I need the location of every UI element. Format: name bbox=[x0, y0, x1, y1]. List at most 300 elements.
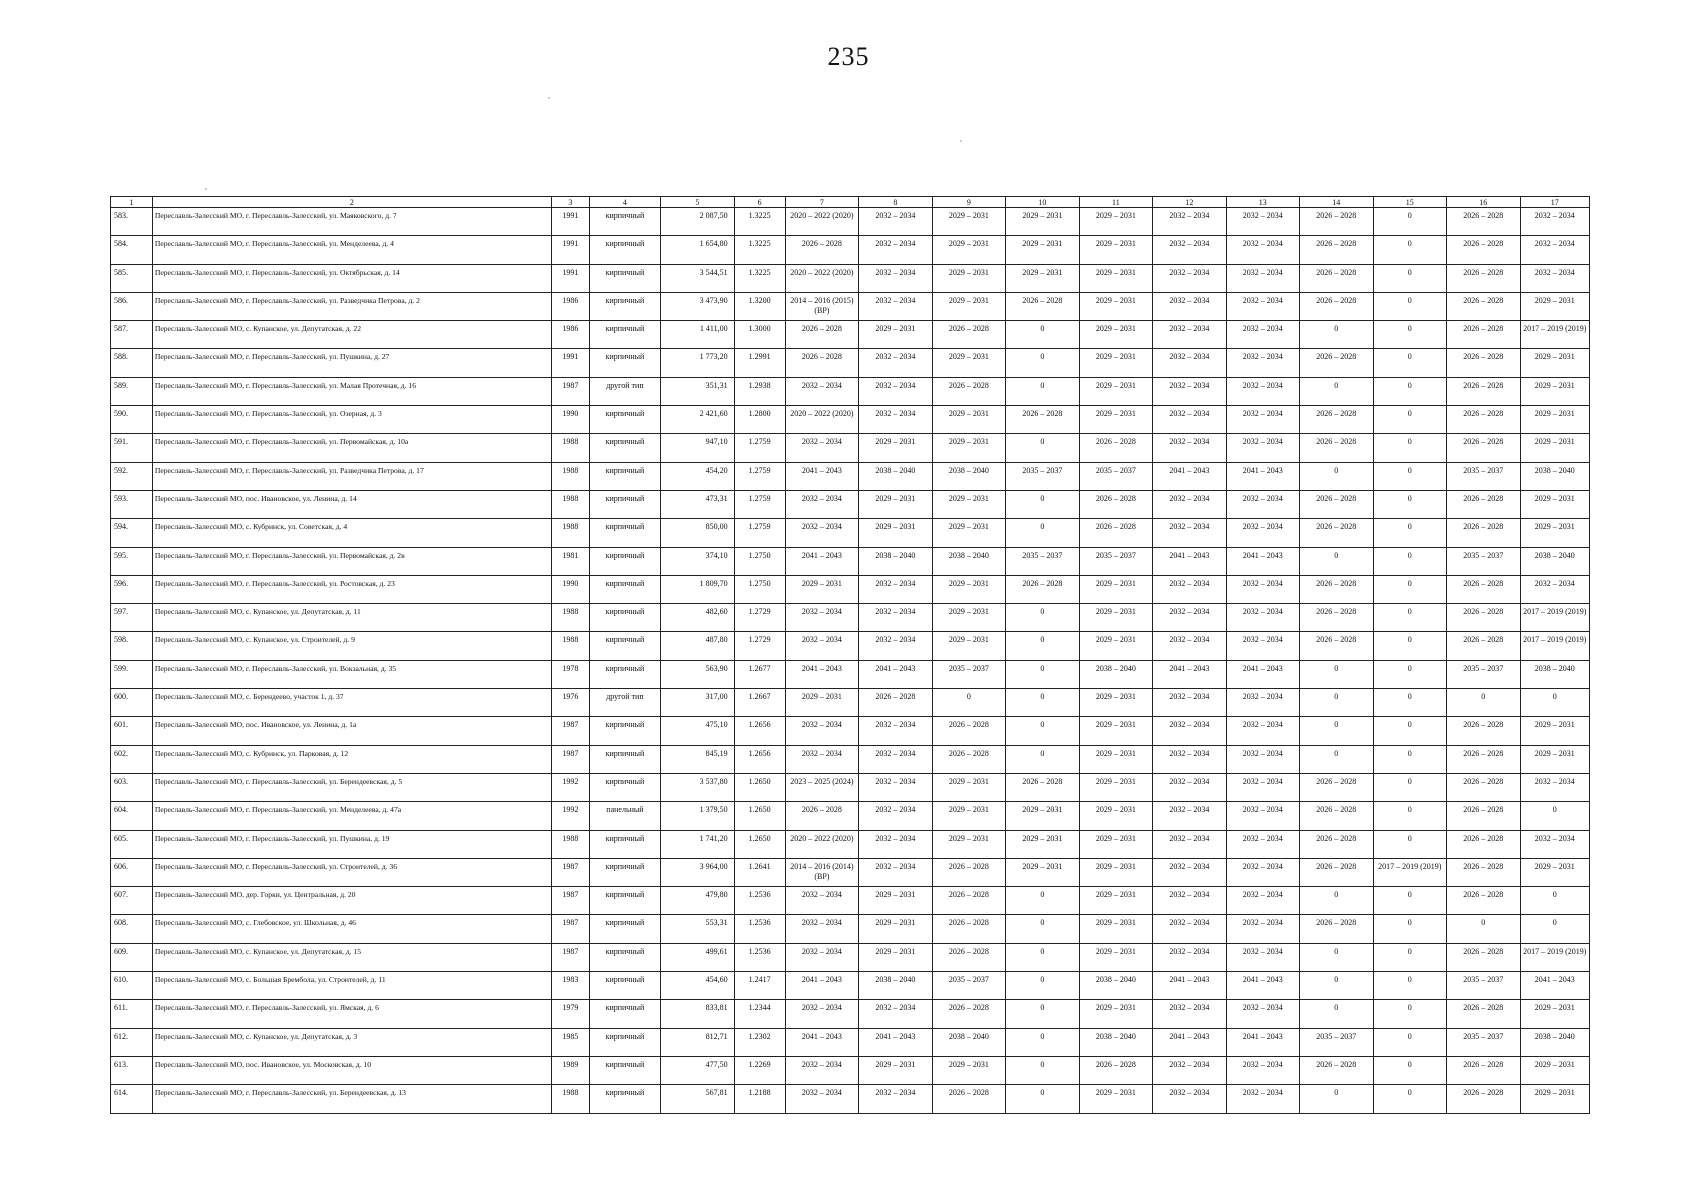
table-cell-col-11: 2029 – 2031 bbox=[1079, 236, 1152, 264]
table-cell-col-6: 1.2417 bbox=[734, 972, 785, 1000]
table-cell-col-4: кирпичный bbox=[589, 830, 660, 858]
table-cell-col-15: 0 bbox=[1373, 773, 1446, 801]
table-row bbox=[111, 632, 1590, 660]
table-cell-col-13: 2041 – 2043 bbox=[1226, 972, 1299, 1000]
table-cell-col-12: 2032 – 2034 bbox=[1153, 802, 1226, 830]
table-cell-col-6: 1.2302 bbox=[734, 1028, 785, 1056]
table-cell-col-16: 2026 – 2028 bbox=[1447, 1000, 1520, 1028]
table-cell-col-13: 2032 – 2034 bbox=[1226, 632, 1299, 660]
table-cell-col-12: 2032 – 2034 bbox=[1153, 1056, 1226, 1084]
table-cell-col-9: 2029 – 2031 bbox=[932, 519, 1005, 547]
table-row bbox=[111, 1085, 1590, 1113]
table-cell-col-8: 2029 – 2031 bbox=[859, 321, 932, 349]
table-cell-col-6: 1.3200 bbox=[734, 292, 785, 320]
table-cell-col-17: 2032 – 2034 bbox=[1520, 208, 1590, 236]
table-row bbox=[111, 547, 1590, 575]
table-cell-col-11: 2026 – 2028 bbox=[1079, 1056, 1152, 1084]
table-cell-col-5: 482,60 bbox=[661, 604, 734, 632]
table-cell-col-10: 0 bbox=[1006, 660, 1079, 688]
table-cell-col-4: кирпичный bbox=[589, 519, 660, 547]
table-cell-col-17: 2038 – 2040 bbox=[1520, 660, 1590, 688]
table-cell-col-7: 2032 – 2034 bbox=[785, 1000, 858, 1028]
table-cell-col-6: 1.2750 bbox=[734, 575, 785, 603]
table-cell-col-7: 2014 – 2016 (2014) (ВР) bbox=[785, 858, 858, 886]
table-cell-col-14: 2026 – 2028 bbox=[1300, 773, 1373, 801]
table-cell-col-12: 2032 – 2034 bbox=[1153, 406, 1226, 434]
table-cell-col-14: 0 bbox=[1300, 745, 1373, 773]
table-cell-col-11: 2029 – 2031 bbox=[1079, 717, 1152, 745]
table-cell-col-3: 1989 bbox=[551, 1056, 589, 1084]
table-cell-col-6: 1.2800 bbox=[734, 406, 785, 434]
table-cell-col-2: Переславль-Залесский МО, с. Купанское, ул. Депутатская, д. 3 bbox=[152, 1028, 551, 1056]
table-cell-col-5: 473,31 bbox=[661, 490, 734, 518]
table-cell-col-7: 2032 – 2034 bbox=[785, 604, 858, 632]
table-cell-col-8: 2032 – 2034 bbox=[859, 292, 932, 320]
table-cell-col-2: Переславль-Залесский МО, пос. Ивановское, ул. Ленина, д. 1а bbox=[152, 717, 551, 745]
table-cell-col-4: кирпичный bbox=[589, 660, 660, 688]
table-cell-col-17: 2017 – 2019 (2019) bbox=[1520, 632, 1590, 660]
table-row bbox=[111, 745, 1590, 773]
table-cell-col-7: 2020 – 2022 (2020) bbox=[785, 264, 858, 292]
table-cell-col-5: 845,19 bbox=[661, 745, 734, 773]
table-cell-col-16: 2026 – 2028 bbox=[1447, 236, 1520, 264]
page-number: 235 bbox=[827, 42, 870, 71]
table-cell-col-9: 2038 – 2040 bbox=[932, 1028, 1005, 1056]
table-cell-col-16: 2026 – 2028 bbox=[1447, 830, 1520, 858]
table-cell-col-2: Переславль-Залесский МО, с. Глебовское, ул. Школьная, д. 46 bbox=[152, 915, 551, 943]
table-cell-col-1: 602. bbox=[111, 745, 153, 773]
table-cell-col-3: 1988 bbox=[551, 1085, 589, 1113]
table-row bbox=[111, 1028, 1590, 1056]
table-cell-col-7: 2041 – 2043 bbox=[785, 972, 858, 1000]
table-cell-col-6: 1.2759 bbox=[734, 462, 785, 490]
table-cell-col-13: 2032 – 2034 bbox=[1226, 773, 1299, 801]
table-cell-col-1: 607. bbox=[111, 887, 153, 915]
table-cell-col-17: 0 bbox=[1520, 915, 1590, 943]
table-cell-col-15: 0 bbox=[1373, 377, 1446, 405]
table-cell-col-14: 2026 – 2028 bbox=[1300, 575, 1373, 603]
table-cell-col-17: 2029 – 2031 bbox=[1520, 490, 1590, 518]
column-header-7: 7 bbox=[785, 197, 858, 208]
table-cell-col-11: 2026 – 2028 bbox=[1079, 490, 1152, 518]
table-cell-col-4: кирпичный bbox=[589, 1085, 660, 1113]
table-cell-col-2: Переславль-Залесский МО, дер. Горки, ул. Центральная, д. 20 bbox=[152, 887, 551, 915]
table-cell-col-3: 1983 bbox=[551, 972, 589, 1000]
table-cell-col-9: 2029 – 2031 bbox=[932, 575, 1005, 603]
table-cell-col-12: 2032 – 2034 bbox=[1153, 717, 1226, 745]
table-cell-col-10: 0 bbox=[1006, 490, 1079, 518]
table-cell-col-10: 0 bbox=[1006, 745, 1079, 773]
table-cell-col-4: кирпичный bbox=[589, 943, 660, 971]
table-cell-col-13: 2032 – 2034 bbox=[1226, 717, 1299, 745]
table-cell-col-10: 2026 – 2028 bbox=[1006, 406, 1079, 434]
table-cell-col-7: 2041 – 2043 bbox=[785, 660, 858, 688]
table-cell-col-8: 2041 – 2043 bbox=[859, 660, 932, 688]
table-cell-col-17: 0 bbox=[1520, 887, 1590, 915]
table-cell-col-5: 3 964,00 bbox=[661, 858, 734, 886]
table-row bbox=[111, 802, 1590, 830]
table-cell-col-3: 1987 bbox=[551, 943, 589, 971]
table-cell-col-8: 2038 – 2040 bbox=[859, 462, 932, 490]
table-cell-col-11: 2038 – 2040 bbox=[1079, 972, 1152, 1000]
table-cell-col-6: 1.2650 bbox=[734, 773, 785, 801]
table-cell-col-1: 606. bbox=[111, 858, 153, 886]
table-cell-col-3: 1991 bbox=[551, 236, 589, 264]
table-cell-col-10: 2029 – 2031 bbox=[1006, 858, 1079, 886]
table-cell-col-13: 2032 – 2034 bbox=[1226, 236, 1299, 264]
scan-speck bbox=[960, 140, 962, 142]
table-cell-col-7: 2026 – 2028 bbox=[785, 236, 858, 264]
table-cell-col-4: кирпичный bbox=[589, 1056, 660, 1084]
table-cell-col-14: 0 bbox=[1300, 689, 1373, 717]
table-cell-col-8: 2032 – 2034 bbox=[859, 604, 932, 632]
table-cell-col-14: 2026 – 2028 bbox=[1300, 1056, 1373, 1084]
table-row bbox=[111, 1056, 1590, 1084]
table-cell-col-17: 2029 – 2031 bbox=[1520, 1000, 1590, 1028]
table-cell-col-14: 0 bbox=[1300, 972, 1373, 1000]
table-cell-col-12: 2041 – 2043 bbox=[1153, 462, 1226, 490]
table-cell-col-11: 2029 – 2031 bbox=[1079, 745, 1152, 773]
table-cell-col-17: 2038 – 2040 bbox=[1520, 547, 1590, 575]
table-cell-col-2: Переславль-Залесский МО, г. Переславль-Залесский, ул. Разведчика Петрова, д. 2 bbox=[152, 292, 551, 320]
table-body bbox=[111, 208, 1590, 1114]
table-cell-col-8: 2032 – 2034 bbox=[859, 717, 932, 745]
table-cell-col-12: 2032 – 2034 bbox=[1153, 745, 1226, 773]
table-cell-col-7: 2023 – 2025 (2024) bbox=[785, 773, 858, 801]
table-cell-col-7: 2020 – 2022 (2020) bbox=[785, 830, 858, 858]
table-cell-col-17: 2017 – 2019 (2019) bbox=[1520, 943, 1590, 971]
table-cell-col-12: 2032 – 2034 bbox=[1153, 490, 1226, 518]
table-cell-col-16: 2026 – 2028 bbox=[1447, 321, 1520, 349]
column-header-11: 11 bbox=[1079, 197, 1152, 208]
table-cell-col-13: 2032 – 2034 bbox=[1226, 519, 1299, 547]
column-header-13: 13 bbox=[1226, 197, 1299, 208]
table-cell-col-17: 0 bbox=[1520, 689, 1590, 717]
table-cell-col-14: 2026 – 2028 bbox=[1300, 349, 1373, 377]
table-cell-col-4: кирпичный bbox=[589, 264, 660, 292]
table-cell-col-7: 2041 – 2043 bbox=[785, 1028, 858, 1056]
table-cell-col-3: 1986 bbox=[551, 321, 589, 349]
table-cell-col-8: 2032 – 2034 bbox=[859, 858, 932, 886]
table-cell-col-5: 1 379,50 bbox=[661, 802, 734, 830]
table-cell-col-7: 2029 – 2031 bbox=[785, 575, 858, 603]
table-cell-col-3: 1991 bbox=[551, 264, 589, 292]
table-cell-col-12: 2032 – 2034 bbox=[1153, 519, 1226, 547]
table-cell-col-10: 2035 – 2037 bbox=[1006, 462, 1079, 490]
table-cell-col-14: 0 bbox=[1300, 1085, 1373, 1113]
table-cell-col-6: 1.2667 bbox=[734, 689, 785, 717]
table-cell-col-13: 2032 – 2034 bbox=[1226, 915, 1299, 943]
table-cell-col-4: кирпичный bbox=[589, 490, 660, 518]
table-cell-col-2: Переславль-Залесский МО, г. Переславль-Залесский, ул. Берендеевская, д. 13 bbox=[152, 1085, 551, 1113]
table-cell-col-3: 1987 bbox=[551, 377, 589, 405]
table-cell-col-4: кирпичный bbox=[589, 1000, 660, 1028]
table-cell-col-6: 1.2536 bbox=[734, 943, 785, 971]
table-cell-col-14: 2035 – 2037 bbox=[1300, 1028, 1373, 1056]
table-cell-col-3: 1987 bbox=[551, 745, 589, 773]
column-header-15: 15 bbox=[1373, 197, 1446, 208]
table-cell-col-15: 0 bbox=[1373, 1056, 1446, 1084]
table-cell-col-4: кирпичный bbox=[589, 292, 660, 320]
table-cell-col-2: Переславль-Залесский МО, г. Переславль-Залесский, ул. Менделеева, д. 4 bbox=[152, 236, 551, 264]
table-cell-col-12: 2032 – 2034 bbox=[1153, 632, 1226, 660]
table-cell-col-4: кирпичный bbox=[589, 887, 660, 915]
table-cell-col-13: 2032 – 2034 bbox=[1226, 377, 1299, 405]
table-cell-col-14: 2026 – 2028 bbox=[1300, 292, 1373, 320]
table-cell-col-9: 2026 – 2028 bbox=[932, 321, 1005, 349]
table-cell-col-8: 2032 – 2034 bbox=[859, 632, 932, 660]
table-cell-col-8: 2032 – 2034 bbox=[859, 264, 932, 292]
table-cell-col-1: 588. bbox=[111, 349, 153, 377]
table-row bbox=[111, 575, 1590, 603]
table-cell-col-17: 2029 – 2031 bbox=[1520, 434, 1590, 462]
table-cell-col-5: 1 411,00 bbox=[661, 321, 734, 349]
table-cell-col-12: 2041 – 2043 bbox=[1153, 660, 1226, 688]
table-cell-col-5: 317,00 bbox=[661, 689, 734, 717]
table-cell-col-12: 2032 – 2034 bbox=[1153, 858, 1226, 886]
table-cell-col-9: 2026 – 2028 bbox=[932, 717, 1005, 745]
table-cell-col-6: 1.2759 bbox=[734, 519, 785, 547]
table-cell-col-4: кирпичный bbox=[589, 632, 660, 660]
table-cell-col-1: 598. bbox=[111, 632, 153, 660]
table-cell-col-10: 0 bbox=[1006, 887, 1079, 915]
table-cell-col-5: 1 741,20 bbox=[661, 830, 734, 858]
table-cell-col-13: 2032 – 2034 bbox=[1226, 604, 1299, 632]
table-cell-col-3: 1987 bbox=[551, 858, 589, 886]
table-cell-col-5: 3 537,80 bbox=[661, 773, 734, 801]
table-cell-col-5: 2 087,50 bbox=[661, 208, 734, 236]
table-cell-col-14: 2026 – 2028 bbox=[1300, 406, 1373, 434]
table-cell-col-7: 2032 – 2034 bbox=[785, 434, 858, 462]
table-cell-col-16: 2026 – 2028 bbox=[1447, 887, 1520, 915]
table-cell-col-9: 2029 – 2031 bbox=[932, 773, 1005, 801]
table-cell-col-16: 2026 – 2028 bbox=[1447, 858, 1520, 886]
table-cell-col-14: 0 bbox=[1300, 321, 1373, 349]
table-cell-col-6: 1.2677 bbox=[734, 660, 785, 688]
table-cell-col-14: 2026 – 2028 bbox=[1300, 604, 1373, 632]
table-cell-col-10: 0 bbox=[1006, 1028, 1079, 1056]
table-cell-col-13: 2032 – 2034 bbox=[1226, 292, 1299, 320]
table-cell-col-8: 2032 – 2034 bbox=[859, 406, 932, 434]
table-cell-col-12: 2041 – 2043 bbox=[1153, 547, 1226, 575]
table-cell-col-10: 0 bbox=[1006, 349, 1079, 377]
table-row bbox=[111, 1000, 1590, 1028]
table-cell-col-8: 2026 – 2028 bbox=[859, 689, 932, 717]
table-cell-col-7: 2032 – 2034 bbox=[785, 519, 858, 547]
table-cell-col-14: 2026 – 2028 bbox=[1300, 208, 1373, 236]
table-cell-col-17: 2029 – 2031 bbox=[1520, 349, 1590, 377]
table-cell-col-14: 0 bbox=[1300, 377, 1373, 405]
table-cell-col-7: 2032 – 2034 bbox=[785, 943, 858, 971]
table-cell-col-10: 0 bbox=[1006, 915, 1079, 943]
table-cell-col-12: 2032 – 2034 bbox=[1153, 887, 1226, 915]
table-cell-col-6: 1.3225 bbox=[734, 236, 785, 264]
table-cell-col-5: 374,10 bbox=[661, 547, 734, 575]
table-cell-col-4: кирпичный bbox=[589, 604, 660, 632]
column-header-16: 16 bbox=[1447, 197, 1520, 208]
table-cell-col-9: 2026 – 2028 bbox=[932, 887, 1005, 915]
table-cell-col-12: 2041 – 2043 bbox=[1153, 1028, 1226, 1056]
table-cell-col-11: 2029 – 2031 bbox=[1079, 802, 1152, 830]
table-cell-col-11: 2029 – 2031 bbox=[1079, 349, 1152, 377]
table-cell-col-7: 2032 – 2034 bbox=[785, 915, 858, 943]
table-cell-col-12: 2032 – 2034 bbox=[1153, 915, 1226, 943]
table-cell-col-15: 0 bbox=[1373, 915, 1446, 943]
table-cell-col-16: 2035 – 2037 bbox=[1447, 547, 1520, 575]
table-cell-col-10: 2029 – 2031 bbox=[1006, 208, 1079, 236]
table-cell-col-6: 1.2729 bbox=[734, 604, 785, 632]
table-cell-col-11: 2038 – 2040 bbox=[1079, 1028, 1152, 1056]
table-cell-col-10: 0 bbox=[1006, 943, 1079, 971]
table-cell-col-8: 2029 – 2031 bbox=[859, 490, 932, 518]
table-cell-col-5: 1 654,80 bbox=[661, 236, 734, 264]
table-cell-col-11: 2029 – 2031 bbox=[1079, 858, 1152, 886]
table-cell-col-16: 2026 – 2028 bbox=[1447, 1056, 1520, 1084]
table-cell-col-2: Переславль-Залесский МО, г. Переславль-Залесский, ул. Первомайская, д. 2в bbox=[152, 547, 551, 575]
table-cell-col-13: 2032 – 2034 bbox=[1226, 1085, 1299, 1113]
table-cell-col-12: 2032 – 2034 bbox=[1153, 575, 1226, 603]
table-cell-col-15: 0 bbox=[1373, 208, 1446, 236]
table-cell-col-1: 613. bbox=[111, 1056, 153, 1084]
table-cell-col-9: 2029 – 2031 bbox=[932, 1056, 1005, 1084]
table-cell-col-2: Переславль-Залесский МО, г. Переславль-Залесский, ул. Маяковского, д. 7 bbox=[152, 208, 551, 236]
scan-speck bbox=[548, 97, 550, 99]
table-cell-col-6: 1.2656 bbox=[734, 717, 785, 745]
table-cell-col-16: 0 bbox=[1447, 689, 1520, 717]
table-cell-col-8: 2041 – 2043 bbox=[859, 1028, 932, 1056]
table-cell-col-11: 2029 – 2031 bbox=[1079, 321, 1152, 349]
table-cell-col-11: 2029 – 2031 bbox=[1079, 632, 1152, 660]
table-cell-col-17: 2032 – 2034 bbox=[1520, 264, 1590, 292]
table-cell-col-16: 2026 – 2028 bbox=[1447, 632, 1520, 660]
table-cell-col-3: 1988 bbox=[551, 462, 589, 490]
table-cell-col-3: 1976 bbox=[551, 689, 589, 717]
table-cell-col-6: 1.2650 bbox=[734, 830, 785, 858]
table-cell-col-4: кирпичный bbox=[589, 208, 660, 236]
column-header-12: 12 bbox=[1153, 197, 1226, 208]
table-cell-col-5: 3 473,90 bbox=[661, 292, 734, 320]
table-cell-col-8: 2029 – 2031 bbox=[859, 1056, 932, 1084]
table-cell-col-6: 1.2656 bbox=[734, 745, 785, 773]
table-cell-col-17: 2017 – 2019 (2019) bbox=[1520, 604, 1590, 632]
table-cell-col-14: 0 bbox=[1300, 887, 1373, 915]
table-row bbox=[111, 519, 1590, 547]
table-cell-col-15: 0 bbox=[1373, 830, 1446, 858]
table-row bbox=[111, 462, 1590, 490]
table-row bbox=[111, 321, 1590, 349]
table-cell-col-7: 2026 – 2028 bbox=[785, 349, 858, 377]
table-cell-col-8: 2032 – 2034 bbox=[859, 208, 932, 236]
table-cell-col-3: 1979 bbox=[551, 1000, 589, 1028]
table-cell-col-2: Переславль-Залесский МО, г. Переславль-Залесский, ул. Первомайская, д. 10а bbox=[152, 434, 551, 462]
table-cell-col-11: 2029 – 2031 bbox=[1079, 689, 1152, 717]
table-cell-col-8: 2032 – 2034 bbox=[859, 349, 932, 377]
table-cell-col-6: 1.2188 bbox=[734, 1085, 785, 1113]
table-cell-col-2: Переславль-Залесский МО, г. Переславль-Залесский, ул. Озерная, д. 3 bbox=[152, 406, 551, 434]
table-cell-col-13: 2032 – 2034 bbox=[1226, 1000, 1299, 1028]
table-cell-col-1: 585. bbox=[111, 264, 153, 292]
table-row bbox=[111, 943, 1590, 971]
table-cell-col-10: 2029 – 2031 bbox=[1006, 802, 1079, 830]
table-cell-col-8: 2032 – 2034 bbox=[859, 377, 932, 405]
table-cell-col-1: 600. bbox=[111, 689, 153, 717]
column-header-4: 4 bbox=[589, 197, 660, 208]
table-cell-col-14: 2026 – 2028 bbox=[1300, 519, 1373, 547]
table-cell-col-15: 0 bbox=[1373, 604, 1446, 632]
table-cell-col-13: 2032 – 2034 bbox=[1226, 490, 1299, 518]
table-cell-col-16: 2026 – 2028 bbox=[1447, 434, 1520, 462]
table-cell-col-8: 2032 – 2034 bbox=[859, 745, 932, 773]
table-cell-col-6: 1.2729 bbox=[734, 632, 785, 660]
table-cell-col-9: 2026 – 2028 bbox=[932, 745, 1005, 773]
table-cell-col-13: 2032 – 2034 bbox=[1226, 406, 1299, 434]
table-cell-col-7: 2032 – 2034 bbox=[785, 1056, 858, 1084]
table-cell-col-14: 2026 – 2028 bbox=[1300, 434, 1373, 462]
table-cell-col-15: 0 bbox=[1373, 406, 1446, 434]
table-cell-col-15: 0 bbox=[1373, 434, 1446, 462]
table-cell-col-10: 0 bbox=[1006, 434, 1079, 462]
table-row bbox=[111, 830, 1590, 858]
table-row bbox=[111, 236, 1590, 264]
table-cell-col-13: 2041 – 2043 bbox=[1226, 547, 1299, 575]
table-row bbox=[111, 349, 1590, 377]
table-cell-col-2: Переславль-Залесский МО, с. Купанское, ул. Депутатская, д. 11 bbox=[152, 604, 551, 632]
table-cell-col-7: 2032 – 2034 bbox=[785, 490, 858, 518]
table-row bbox=[111, 689, 1590, 717]
table-cell-col-11: 2029 – 2031 bbox=[1079, 943, 1152, 971]
table-cell-col-12: 2032 – 2034 bbox=[1153, 689, 1226, 717]
table-cell-col-6: 1.2750 bbox=[734, 547, 785, 575]
table-cell-col-15: 0 bbox=[1373, 802, 1446, 830]
table-row bbox=[111, 377, 1590, 405]
table-cell-col-11: 2029 – 2031 bbox=[1079, 406, 1152, 434]
table-cell-col-3: 1986 bbox=[551, 292, 589, 320]
table-cell-col-12: 2032 – 2034 bbox=[1153, 773, 1226, 801]
table-cell-col-15: 0 bbox=[1373, 972, 1446, 1000]
table-cell-col-2: Переславль-Залесский МО, г. Переславль-Залесский, ул. Разведчика Петрова, д. 17 bbox=[152, 462, 551, 490]
table-cell-col-1: 593. bbox=[111, 490, 153, 518]
table-cell-col-17: 2029 – 2031 bbox=[1520, 745, 1590, 773]
table-cell-col-10: 0 bbox=[1006, 1056, 1079, 1084]
table-cell-col-9: 0 bbox=[932, 689, 1005, 717]
table-cell-col-15: 0 bbox=[1373, 887, 1446, 915]
table-cell-col-17: 2029 – 2031 bbox=[1520, 1085, 1590, 1113]
table-cell-col-12: 2032 – 2034 bbox=[1153, 1085, 1226, 1113]
table-cell-col-3: 1992 bbox=[551, 773, 589, 801]
table-cell-col-10: 0 bbox=[1006, 717, 1079, 745]
table-cell-col-2: Переславль-Залесский МО, г. Переславль-Залесский, ул. Ямская, д. 6 bbox=[152, 1000, 551, 1028]
table-cell-col-16: 0 bbox=[1447, 915, 1520, 943]
table-cell-col-3: 1988 bbox=[551, 490, 589, 518]
table-cell-col-15: 0 bbox=[1373, 264, 1446, 292]
table-cell-col-4: кирпичный bbox=[589, 349, 660, 377]
table-cell-col-7: 2032 – 2034 bbox=[785, 632, 858, 660]
table-cell-col-10: 0 bbox=[1006, 689, 1079, 717]
table-cell-col-5: 563,90 bbox=[661, 660, 734, 688]
table-cell-col-10: 2026 – 2028 bbox=[1006, 292, 1079, 320]
table-cell-col-11: 2026 – 2028 bbox=[1079, 519, 1152, 547]
table-cell-col-5: 454,60 bbox=[661, 972, 734, 1000]
table-cell-col-9: 2029 – 2031 bbox=[932, 802, 1005, 830]
table-cell-col-1: 608. bbox=[111, 915, 153, 943]
table-row bbox=[111, 717, 1590, 745]
table-cell-col-14: 2026 – 2028 bbox=[1300, 236, 1373, 264]
table-cell-col-15: 0 bbox=[1373, 1085, 1446, 1113]
table-cell-col-17: 2032 – 2034 bbox=[1520, 575, 1590, 603]
table-cell-col-16: 2026 – 2028 bbox=[1447, 717, 1520, 745]
table-cell-col-16: 2026 – 2028 bbox=[1447, 1085, 1520, 1113]
table-cell-col-13: 2032 – 2034 bbox=[1226, 689, 1299, 717]
